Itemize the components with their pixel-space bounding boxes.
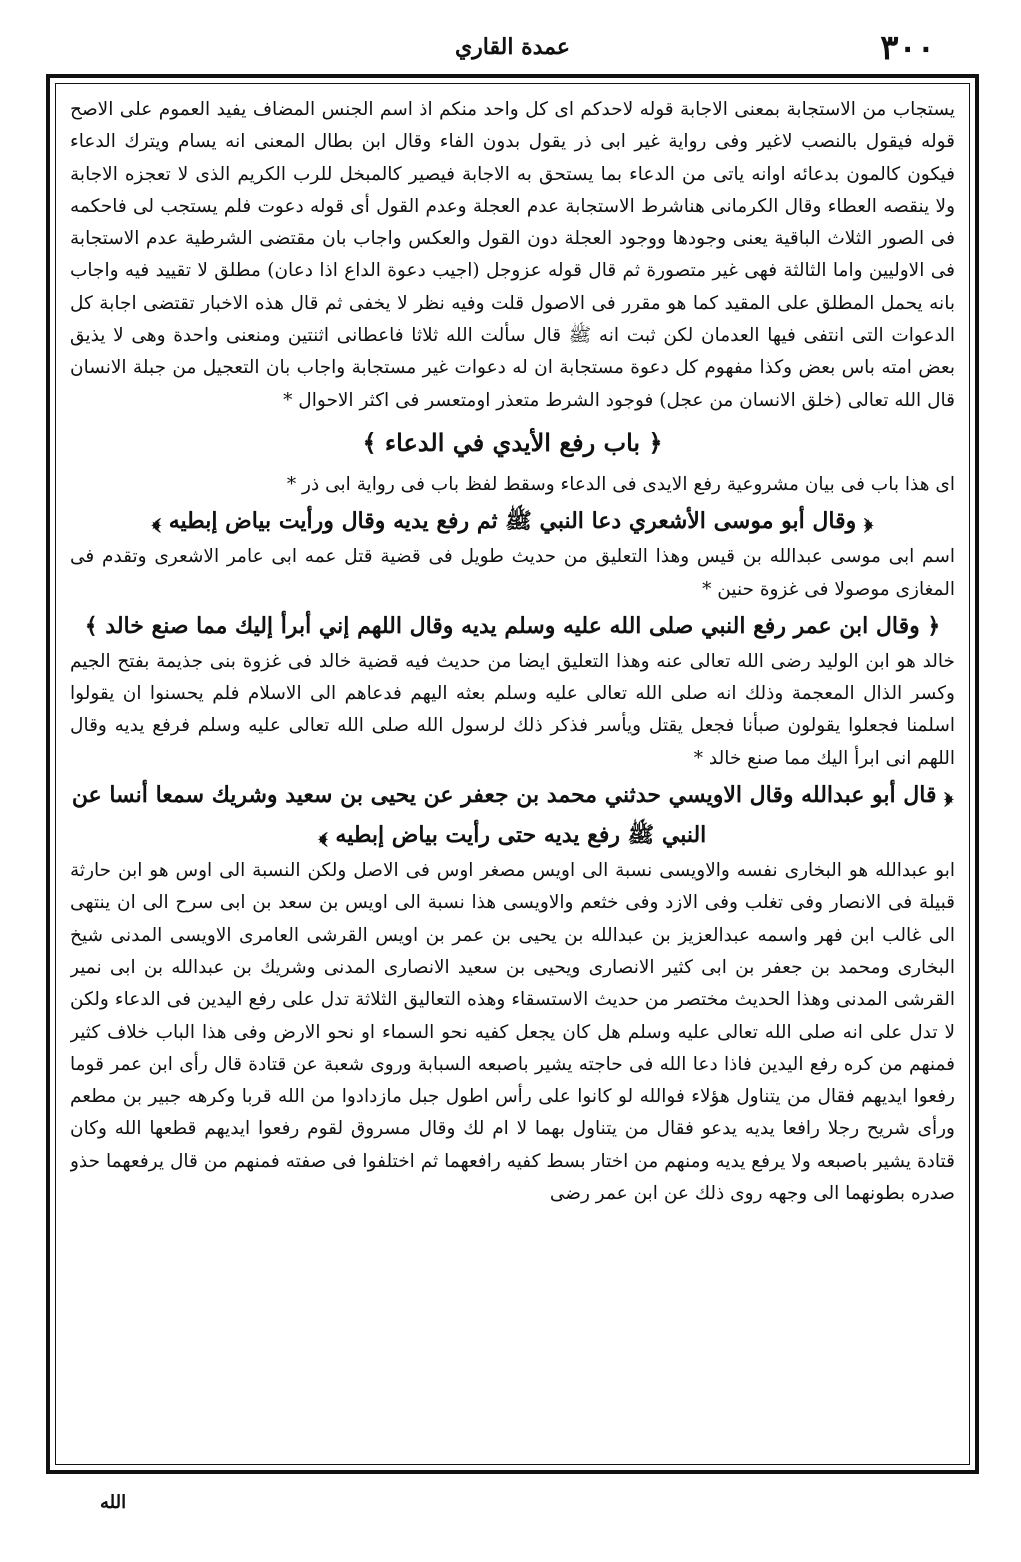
commentary-paragraph: ابو عبدالله هو البخارى نفسه والاويسى نسبة الى اويس مصغر اوس فى الاصل ولكن النسبة الى اوس هو ابن حارثة قبيلة فى الانصار وفى تغلب وفى الازد وفى خثعم والاويسى هذا نسبة الى اويس بن سعد بن ابى سرح الى ان ينتهى الى غالب ابن فهر واسمه عبدالعزيز بن عبدالله بن يحيى بن عمر بن اويس القرشى العامرى الاويسى المدنى شيخ البخارى ومحمد بن جعفر بن ابى كثير الانصارى ويحيى بن سعيد الانصارى المدنى وشريك بن عبدالله بن ابى نمير القرشى المدنى وهذا الحديث مختصر من حديث الاستسقاء وهذه التعاليق الثلاثة تدل على رفع اليدين فى الدعاء ولكن لا تدل على انه صلى الله تعالى عليه وسلم هل كان يجعل كفيه نحو السماء او نحو الارض وفى هذا الباب خلاف كثير فمنهم من كره رفع اليدين فاذا دعا الله فى حاجته يشير باصبعه السبابة وروى شعبة عن قتادة قال رأى ابن عمر قوما رفعوا ايديهم فقال من يتناول هؤلاء فوالله لو كانوا على رأس اطول جبل مازدادوا من الله قربا وكرهه جبير بن مطعم ورأى شريح رجلا رافعا يديه يدعو فقال من يتناول بهما لا ام لك وقال مسروق لقوم رفعوا ايديهم قطعها الله وكان قتادة يشير باصبعه ولا يرفع يديه ومنهم من اختار بسط كفيه رافعهما ثم اختلفوا فى صفته فمنهم من قال يرفعهما حذو صدره بطونهما الى وجهه روى ذلك عن ابن عمر رضى xyxy=(70,860,955,1205)
page-body xyxy=(70,94,955,1460)
text-frame xyxy=(46,74,979,1474)
commentary-paragraph: يستجاب من الاستجابة بمعنى الاجابة قوله لاحدكم اى كل واحد منكم اذ اسم الجنس المضاف يفيد العموم على الاصح قوله فيقول بالنصب لاغير وفى رواية غير ابى ذر يقول بدون الفاء وقال ابن بطال المعنى انه يسام ويترك الدعاء فيكون كالمون بدعائه اوانه ياتى من الدعاء بما يستحق به الاجابة فيصير كالمبخل للرب الكريم الذى لا تعجزه الاجابة ولا ينقصه العطاء وقال الكرمانى هناشرط الاستجابة عدم العجلة وعدم القول أى قوله دعوت فلم يستجب لى فاحكمه فى الصور الثلاث الباقية يعنى وجودها ووجود العجلة دون القول والعكس واجاب بان مقتضى الشرطية عدم الاستجابة فى الاوليين واما الثالثة فهى غير متصورة ثم قال قوله عزوجل (اجيب دعوة الداع اذا دعان) مطلق لا تقييد فيه واجاب بانه يحمل المطلق على المقيد كما هو مقرر فى الاصول قلت وفيه نظر لا يخفى ثم قال هذه الاخبار تقتضى اجابة كل الدعوات التى انتفى فيها العدمان لكن ثبت انه ﷺ قال سألت الله ثلاثا فاعطانى اثنتين ومنعنى واحدة وهى لا يذيق بعض امته باس بعض وكذا مفهوم كل دعوة مستجابة ان له دعوات غير مستجابة واجاب بان التعجيل من جبلة الانسان قال الله تعالى (خلق الانسان من عجل) فوجود الشرط متعذر اومتعسر فى اكثر الاحوال * xyxy=(70,99,955,411)
chapter-heading: ﴿ باب رفع الأيدي في الدعاء ﴾ xyxy=(362,427,663,457)
page-number: ٣٠٠ xyxy=(880,28,935,68)
page-header xyxy=(40,28,985,68)
catchword: الله xyxy=(100,1492,127,1513)
hadith-quote: ﴿ وقال أبو موسى الأشعري دعا النبي ﷺ ثم رفع يديه وقال ورأيت بياض إبطيه ﴾ xyxy=(152,508,873,535)
commentary-paragraph: اى هذا باب فى بيان مشروعية رفع الايدى فى الدعاء وسقط لفظ باب فى رواية ابى ذر * xyxy=(286,473,955,495)
hadith-quote: ﴿ قال أبو عبدالله وقال الاويسي حدثني محمد بن جعفر عن يحيى بن سعيد وشريك سمعا أنسا عن النبي ﷺ رفع يديه حتى رأيت بياض إبطيه ﴾ xyxy=(71,782,954,849)
running-title: عمدة القاري xyxy=(454,34,571,60)
commentary-paragraph: خالد هو ابن الوليد رضى الله تعالى عنه وهذا التعليق ايضا من حديث فيه قضية خالد فى غزوة بنى جذيمة بفتح الجيم وكسر الذال المعجمة وذلك انه صلى الله تعالى عليه وسلم بعثه اليهم فدعاهم الى الاسلام فلم يحسنوا ان يقولوا اسلمنا فجعلوا يقولون صبأنا فجعل يقتل ويأسر فذكر ذلك لرسول الله صلى الله تعالى عليه وسلم فرفع يديه وقال اللهم انى ابرأ اليك مما صنع خالد * xyxy=(70,650,955,769)
hadith-quote: ﴿ وقال ابن عمر رفع النبي صلى الله عليه وسلم يديه وقال اللهم إني أبرأ إليك مما صنع خالد ﴾ xyxy=(84,612,941,639)
commentary-paragraph: اسم ابى موسى عبدالله بن قيس وهذا التعليق من حديث طويل فى قضية قتل عمه ابى عامر الاشعرى وتقدم فى المغازى موصولا فى غزوة حنين * xyxy=(70,546,955,600)
